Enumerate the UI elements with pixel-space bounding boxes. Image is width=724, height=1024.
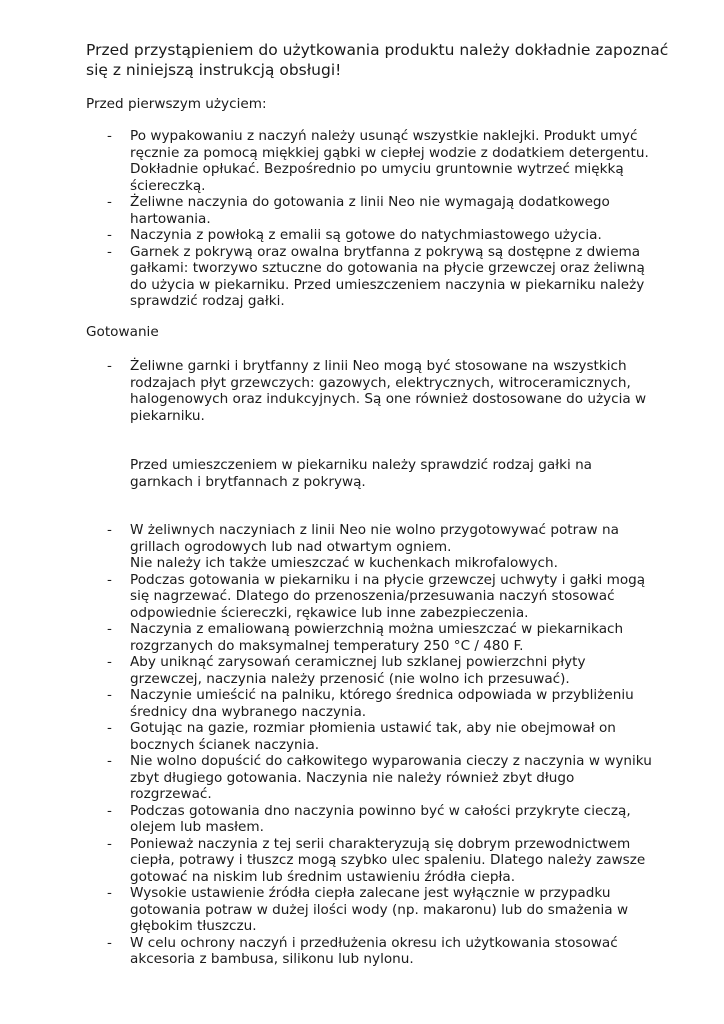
list-dash: - (107, 571, 112, 588)
list-item-line: piekarniku. (130, 407, 205, 424)
list-item-line: Garnek z pokrywą oraz owalna brytfanna z pokrywą są dostępne z dwiema (130, 243, 641, 260)
list-item (0, 128, 724, 194)
list-item-line: ściereczką. (130, 177, 206, 194)
list-item-line: Nie należy ich także umieszczać w kuchenkach mikrofalowych. (130, 555, 558, 571)
list-item-line: sprawdzić rodzaj gałki. (130, 293, 285, 309)
list-item-line: hartowania. (130, 210, 211, 227)
list-item-line: Naczynie umieścić na palniku, którego średnica odpowiada w przybliżeniu (130, 687, 634, 703)
first-use-list (0, 128, 724, 310)
list-dash: - (107, 654, 112, 670)
list-dash: - (107, 522, 112, 538)
list-item (0, 572, 724, 622)
list-dash: - (107, 687, 112, 703)
list-item-line: Nie wolno dopuścić do całkowitego wyparowania cieczy z naczynia w wyniku (130, 753, 652, 769)
list-dash: - (107, 227, 112, 243)
oven-knob-note (130, 457, 670, 490)
list-item-line: rodzajach płyt grzewczych: gazowych, elektrycznych, witroceramicznych, (130, 374, 631, 391)
note-line: Przed umieszczeniem w piekarniku należy sprawdzić rodzaj gałki na (130, 457, 593, 473)
list-item (0, 621, 724, 654)
intro-line: Przed przystąpieniem do użytkowania produktu należy dokładnie zapoznać (86, 41, 669, 59)
list-item-line: grillach ogrodowych lub nad otwartym ogniem. (130, 538, 452, 555)
list-item-line: W żeliwnych naczyniach z linii Neo nie wolno przygotowywać potraw na (130, 522, 619, 538)
list-item (0, 358, 724, 424)
list-item-line: Po wypakowaniu z naczyń należy usunąć wszystkie naklejki. Produkt umyć (130, 128, 638, 144)
list-item-line: Żeliwne naczynia do gotowania z linii Neo nie wymagają dodatkowego (130, 194, 610, 210)
list-item-line: się nagrzewać. Dlatego do przenoszenia/przesuwania naczyń stosować (130, 588, 615, 604)
list-item-line: grzewczej, naczynia należy przenosić (nie wolno ich przesuwać). (130, 670, 570, 687)
list-item-line: bocznych ścianek naczynia. (130, 736, 320, 753)
list-item-line: Żeliwne garnki i brytfanny z linii Neo mogą być stosowane na wszystkich (130, 358, 627, 374)
list-item-line: Gotując na gazie, rozmiar płomienia ustawić tak, aby nie obejmował on (130, 720, 616, 736)
intro-line: się z niniejszą instrukcją obsługi! (86, 61, 342, 79)
intro-paragraph (86, 40, 669, 80)
list-dash: - (107, 753, 112, 769)
list-dash: - (107, 621, 112, 637)
list-item-line: olejem lub masłem. (130, 819, 264, 835)
list-item-line: Naczynia z emaliowaną powierzchnią można umieszczać w piekarnikach (130, 621, 624, 637)
list-dash: - (107, 720, 112, 736)
list-dash: - (107, 835, 112, 852)
list-item-line: akcesoria z bambusa, silikonu lub nylonu. (130, 951, 414, 967)
list-item-line: halogenowych oraz indukcyjnych. Są one również dostosowane do użycia w (130, 391, 647, 407)
list-item-line: średnicy dna wybranego naczynia. (130, 703, 367, 720)
list-dash: - (107, 358, 112, 374)
list-item-line: Podczas gotowania dno naczynia powinno być w całości przykryte cieczą, (130, 802, 631, 819)
list-item-line: głębokim tłuszczu. (130, 918, 257, 934)
list-dash: - (107, 243, 112, 260)
list-item-line: odpowiednie ściereczki, rękawice lub inne zabezpieczenia. (130, 604, 529, 621)
list-item-line: Podczas gotowania w piekarniku i na płycie grzewczej uchwyty i gałki mogą (130, 571, 646, 588)
list-item (0, 753, 724, 803)
list-dash: - (107, 802, 112, 819)
list-item-line: ciepła, potrawy i tłuszcz mogą szybko ulec spaleniu. Dlatego należy zawsze (130, 852, 646, 868)
list-item-line: Aby uniknąć zarysowań ceramicznej lub szklanej powierzchni płyty (130, 654, 586, 670)
list-item (0, 522, 724, 572)
list-item (0, 244, 724, 310)
list-item-line: Naczynia z powłoką z emalii są gotowe do natychmiastowego użycia. (130, 227, 602, 243)
list-item-line: Ponieważ naczynia z tej serii charakteryzują się dobrym przewodnictwem (130, 835, 631, 852)
list-item-line: rozgrzewać. (130, 786, 212, 802)
cooking-first-list (0, 358, 724, 424)
list-item-line: do użycia w piekarniku. Przed umieszczeniem naczynia w piekarniku należy (130, 276, 645, 293)
cooking-list (0, 522, 724, 968)
list-item-line: W celu ochrony naczyń i przedłużenia okresu ich użytkowania stosować (130, 934, 618, 951)
list-dash: - (107, 885, 112, 901)
list-item-line: rozgrzanych do maksymalnej temperatury 250 °C / 480 F. (130, 637, 524, 654)
list-item-line: gałkami: tworzywo sztuczne do gotowania na płycie grzewczej oraz żeliwną (130, 260, 645, 276)
note-line: garnkach i brytfannach z pokrywą. (130, 473, 366, 490)
list-item-line: gotowania potraw w dużej ilości wody (np. makaronu) lub do smażenia w (130, 901, 629, 918)
list-item-line: gotować na niskim lub średnim ustawieniu źródła ciepła. (130, 868, 516, 885)
list-item (0, 935, 724, 968)
list-item-line: zbyt długiego gotowania. Naczynia nie należy również zbyt długo (130, 769, 575, 786)
list-item (0, 654, 724, 687)
list-item (0, 194, 724, 227)
list-dash: - (107, 934, 112, 951)
list-item (0, 803, 724, 836)
list-item-line: Dokładnie opłukać. Bezpośrednio po umyciu gruntownie wytrzeć miękką (130, 161, 624, 177)
list-item (0, 687, 724, 720)
list-item (0, 720, 724, 753)
section-heading-first-use: Przed pierwszym użyciem: (86, 96, 267, 112)
section-heading-cooking: Gotowanie (86, 324, 159, 340)
list-dash: - (107, 194, 112, 210)
list-item (0, 885, 724, 935)
list-item (0, 836, 724, 886)
list-item-line: ręcznie za pomocą miękkiej gąbki w ciepłej wodzie z dodatkiem detergentu. (130, 144, 649, 161)
list-item (0, 227, 724, 244)
list-item-line: Wysokie ustawienie źródła ciepła zalecane jest wyłącznie w przypadku (130, 885, 611, 901)
list-dash: - (107, 128, 112, 144)
